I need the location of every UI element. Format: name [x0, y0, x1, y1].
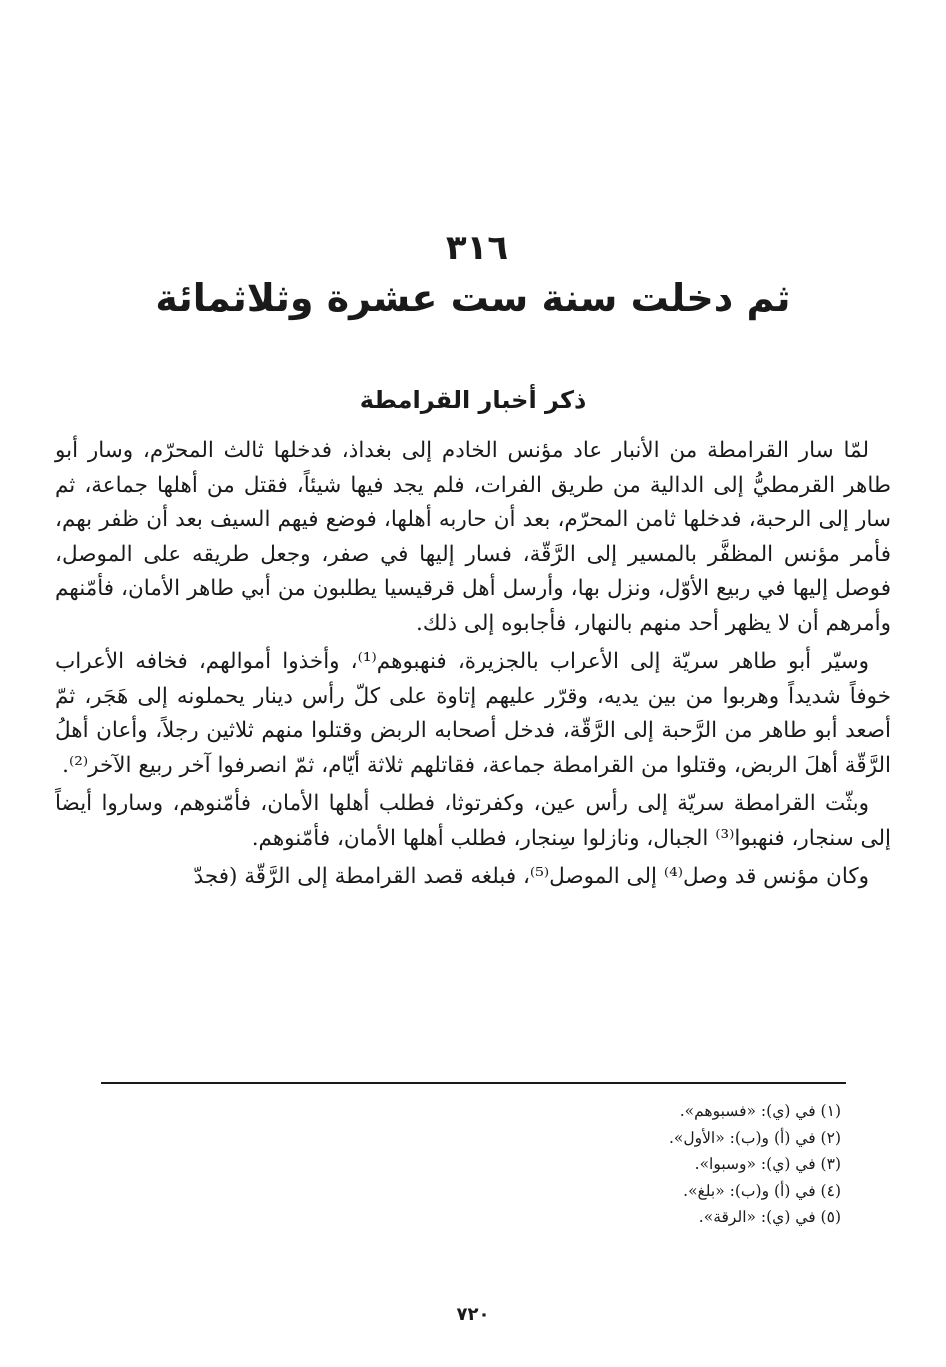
- footnote-divider: [101, 1082, 846, 1084]
- footnote: (٤) في (أ) و(ب): «بلغ».: [683, 1181, 841, 1200]
- footnotes: [101, 1098, 841, 1231]
- footnote: (٢) في (أ) و(ب): «الأول».: [668, 1128, 841, 1147]
- paragraph: وبثّت القرامطة سريّة إلى رأس عين، وكفرتوثا، فطلب أهلها الأمان، فأمّنوهم، وساروا أيضاً إلى سنجار، فنهبوا⁽³⁾ الجبال، ونازلوا سِنجار، فطلب أهلها الأمان، فأمّنوهم.: [55, 791, 891, 851]
- footnote: (٣) في (ي): «وسبوا».: [694, 1155, 841, 1173]
- paragraph: وكان مؤنس قد وصل⁽⁴⁾ إلى الموصل⁽⁵⁾، فبلغه قصد القرامطة إلى الرَّقّة (فجدّ: [193, 864, 869, 889]
- footnote: (١) في (ي): «فسبوهم».: [679, 1102, 841, 1120]
- paragraph: وسيّر أبو طاهر سريّة إلى الأعراب بالجزيرة، فنهبوهم⁽¹⁾، وأخذوا أموالهم، فخافه الأعراب خوفاً شديداً وهربوا من بين يديه، وقرّر عليهم إتاوة على كلّ رأس دينار يحملونه إلى هَجَر، ثمّ أصعد أبو طاهر من الرَّحبة إلى الرَّقّة، فدخل أصحابه الربض وقتلوا منهم ثلاثين رجلاً، وأعان أهلُ الرَّقّة أهلَ الربض، وقتلوا من القرامطة جماعة، فقاتلهم ثلاثة أيّام، ثمّ انصرفوا آخر ربيع الآخر⁽²⁾.: [55, 649, 891, 778]
- body-text: [55, 434, 891, 899]
- chapter-title: ثم دخلت سنة ست عشرة وثلاثمائة: [155, 276, 791, 320]
- section-heading: ذكر أخبار القرامطة: [359, 386, 587, 414]
- paragraph: لمّا سار القرامطة من الأنبار عاد مؤنس الخادم إلى بغداذ، فدخلها ثالث المحرّم، وسار أبو طاهر القرمطيُّ إلى الدالية من طريق الفرات، فلم يجد فيها شيئاً، فقتل من أهلها جماعة، ثم سار إلى الرحبة، فدخلها ثامن المحرّم، بعد أن حاربه أهلها، فوضع فيهم السيف بعد أن ظفر بهم، فأمر مؤنس المظفَّر بالمسير إلى الرَّقّة، فسار إليها في صفر، وجعل طريقه على الموصل، فوصل إليها في ربيع الأوّل، ونزل بها، وأرسل أهل قرقيسيا يطلبون من أبي طاهر الأمان، فأمّنهم وأمرهم أن لا يظهر أحد منهم بالنهار، فأجابوه إلى ذلك.: [55, 438, 891, 636]
- page-number: ٧٢٠: [456, 1304, 490, 1325]
- footnote: (٥) في (ي): «الرقة».: [698, 1208, 841, 1226]
- year-number: ٣١٦: [445, 228, 509, 268]
